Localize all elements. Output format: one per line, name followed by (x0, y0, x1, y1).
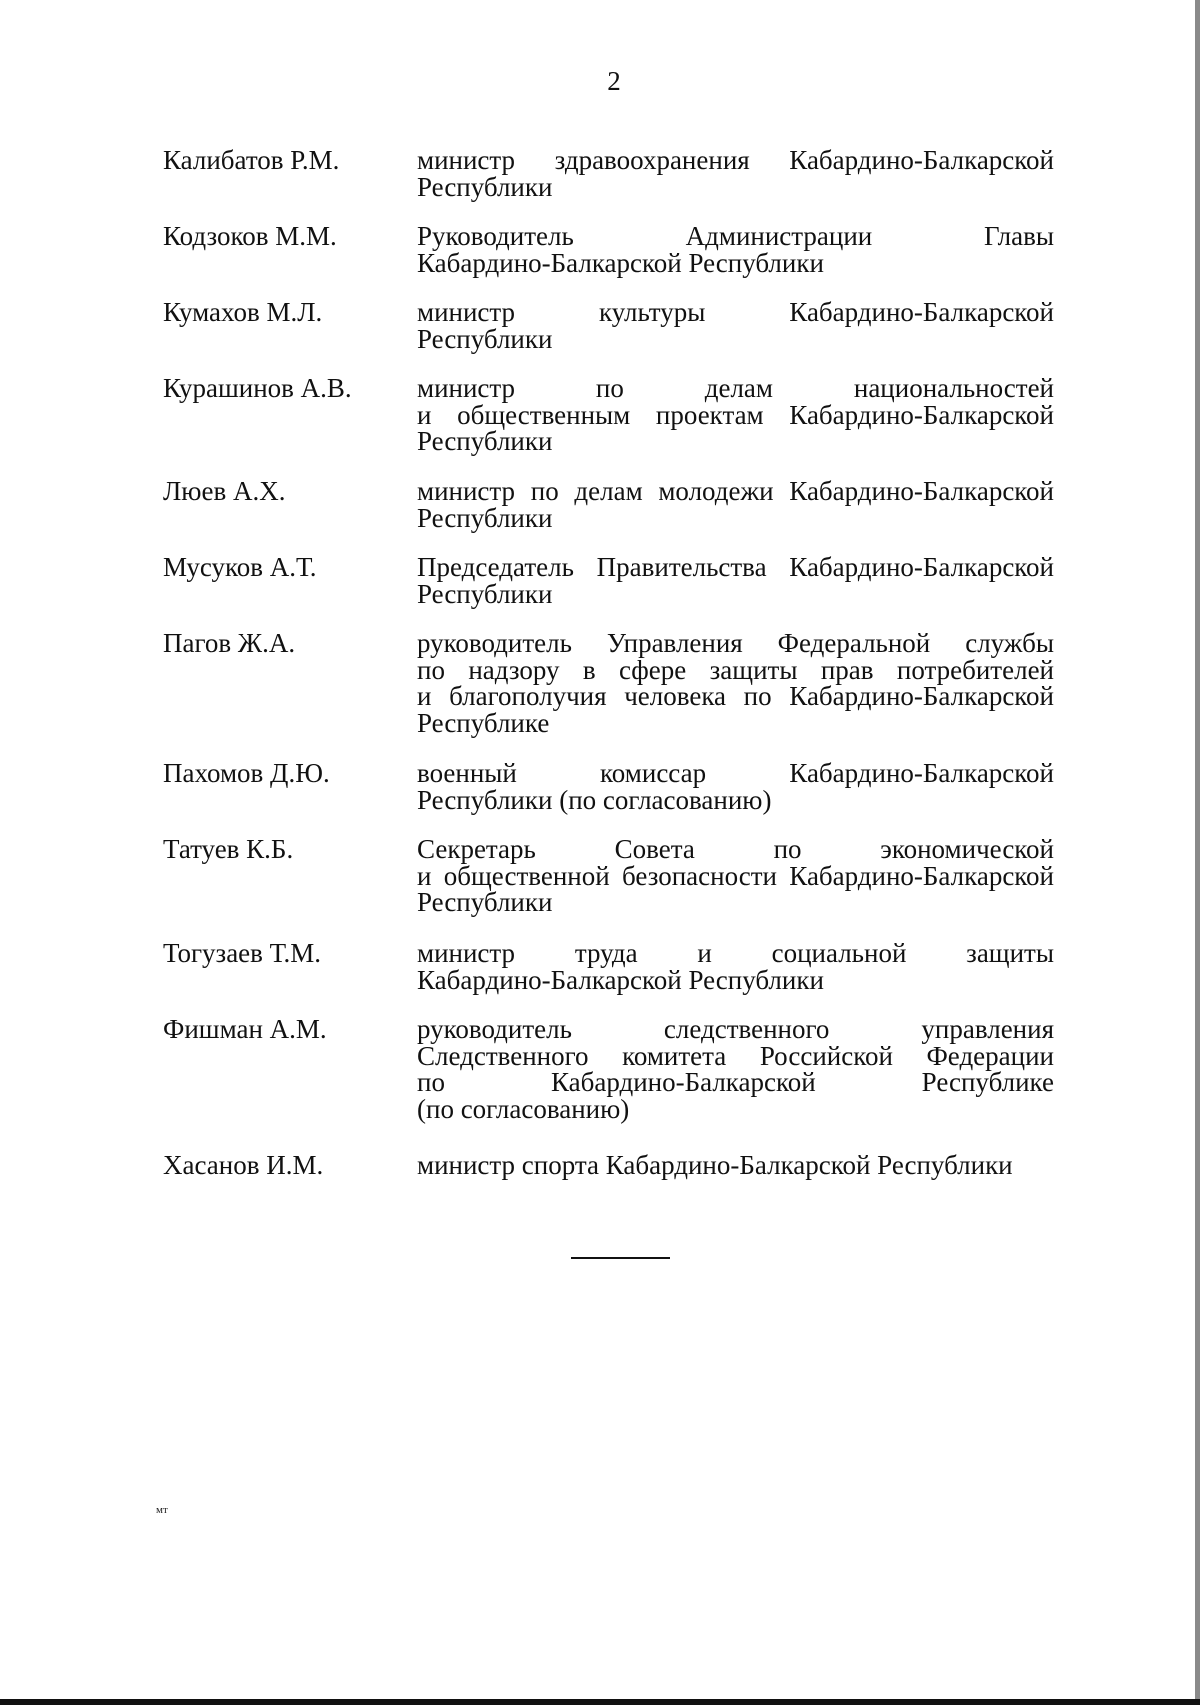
member-name: Фишман А.М. (163, 1014, 327, 1044)
member-name: Татуев К.Б. (163, 834, 294, 864)
position-line: военный комиссар Кабардино-Балкарской (417, 758, 1054, 788)
position-line: Республике (417, 707, 550, 738)
position-line: Секретарь Совета по экономической (417, 834, 1054, 864)
member-name: Тогузаев Т.М. (163, 938, 321, 968)
position-line: Следственного комитета Российской Федерации (417, 1040, 1054, 1071)
position-line: министр труда и социальной защиты (417, 938, 1054, 968)
member-name: Мусуков А.Т. (163, 552, 317, 582)
member-position (417, 299, 1054, 352)
scan-edge-bottom (0, 1699, 1200, 1705)
position-line: руководитель Управления Федеральной службы (417, 628, 1054, 658)
member-position (417, 836, 1054, 916)
member-position (417, 760, 1054, 813)
position-line: министр культуры Кабардино-Балкарской (417, 297, 1054, 327)
member-position (417, 1152, 1054, 1179)
member-name: Курашинов А.В. (163, 373, 352, 403)
position-line: Республики (417, 887, 553, 917)
member-name: Хасанов И.М. (163, 1150, 324, 1180)
page-number: 2 (607, 66, 621, 96)
member-position (417, 375, 1054, 455)
position-line: Республики (по согласованию) (417, 784, 772, 815)
position-line: Кабардино-Балкарской Республики (417, 247, 824, 278)
position-line: по надзору в сфере защиты прав потребителей (417, 654, 1054, 685)
scan-edge-right (1195, 0, 1200, 1705)
position-line: Республики (417, 578, 553, 609)
member-position (417, 147, 1054, 200)
position-line: руководитель следственного управления (417, 1014, 1054, 1044)
member-name: Пагов Ж.А. (163, 628, 296, 658)
member-position (417, 1016, 1054, 1122)
member-position (417, 630, 1054, 736)
position-line: (по согласованию) (417, 1093, 630, 1124)
position-line: министр по делам молодежи Кабардино-Балкарской (417, 476, 1054, 506)
member-position (417, 478, 1054, 531)
member-name: Пахомов Д.Ю. (163, 758, 330, 788)
position-line: Председатель Правительства Кабардино-Балкарской (417, 552, 1054, 582)
position-line: министр здравоохранения Кабардино-Балкарской (417, 145, 1054, 175)
position-line: министр по делам национальностей (417, 373, 1054, 403)
member-position (417, 223, 1054, 276)
member-name: Кодзоков М.М. (163, 221, 337, 251)
position-line: Кабардино-Балкарской Республики (417, 964, 824, 995)
position-line: и благополучия человека по Кабардино-Балкарской (417, 681, 1054, 711)
member-position (417, 554, 1054, 607)
position-line: и общественной безопасности Кабардино-Балкарской (417, 860, 1054, 891)
member-position (417, 940, 1054, 993)
executor-mark: мт (156, 1504, 168, 1516)
position-line: Республики (417, 502, 553, 533)
member-name: Калибатов Р.М. (163, 145, 340, 175)
position-line: Руководитель Администрации Главы (417, 221, 1054, 251)
position-line: и общественным проектам Кабардино-Балкарской (417, 399, 1054, 430)
position-line: Республики (417, 323, 553, 354)
position-line: по Кабардино-Балкарской Республике (417, 1067, 1054, 1097)
member-name: Кумахов М.Л. (163, 297, 323, 327)
position-line: Республики (417, 426, 553, 456)
position-line: министр спорта Кабардино-Балкарской Республики (417, 1150, 1013, 1180)
end-of-list-rule (571, 1257, 670, 1259)
member-name: Люев А.Х. (163, 476, 286, 506)
position-line: Республики (417, 171, 553, 202)
